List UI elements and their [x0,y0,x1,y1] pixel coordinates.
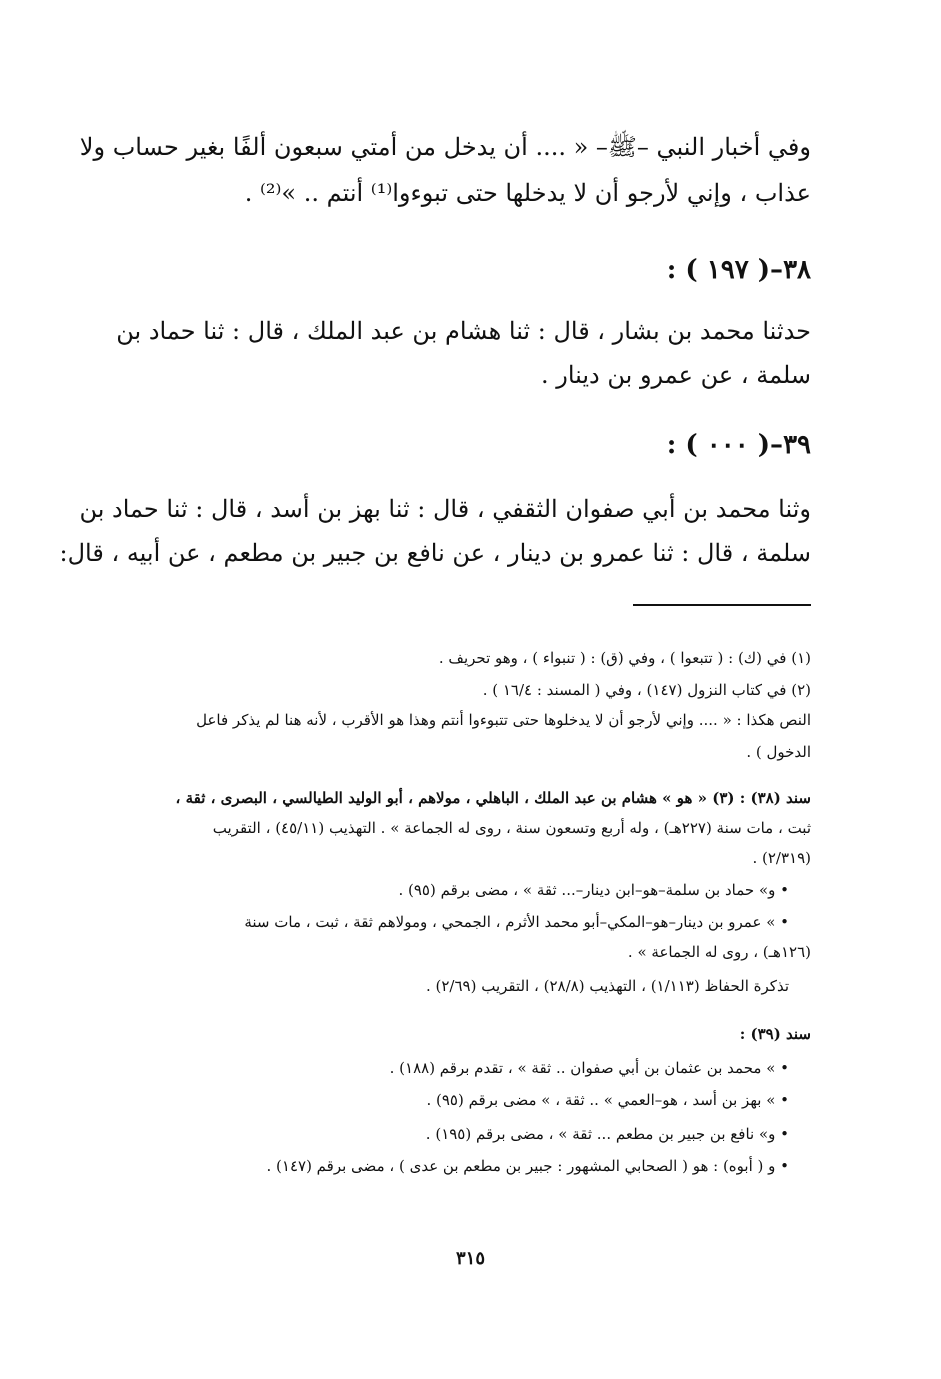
sanad-39-line4: • و ( أبوه) : هو ( الصحابي المشهور : جبير بن مطعم بن عدى ) ، مضى برقم (١٤٧) . [266,1157,789,1175]
footnote-1: (١) في (ك) : ( تتبعوا ) ، وفي (ق) : ( تنبواء ) ، وهو تحريف . [438,649,811,667]
footnote-separator [633,604,811,606]
para2-line2: سلمة ، عن عمرو بن دينار . [540,361,811,389]
para1-line2: عذاب ، وإني لأرجو أن لا يدخلها حتى تبوءوا⁽¹⁾ أنتم .. »⁽²⁾ . [244,179,811,207]
para1-line1: وفي أخبار النبي –ﷺ– « .... أن يدخل من أمتي سبعون ألفًا بغير حساب ولا [79,133,811,161]
sanad-38-line2: ثبت ، مات سنة (٢٢٧هـ) ، وله أربع وتسعون سنة ، روى له الجماعة » . التهذيب (٤٥/١١) ، التقريب [212,819,811,837]
hadith-39-heading: ٣٩–( ٠٠٠ ) : [666,430,811,460]
sanad-38-line4: • و» حماد بن سلمة–هو–ابن دينار–... ثقة » ، مضى برقم (٩٥) . [398,881,789,899]
sanad-38-line7: تذكرة الحفاظ (١/١١٣) ، التهذيب (٢٨/٨) ، التقريب (٢/٦٩) . [425,977,789,995]
sanad-38-line3: (٢/٣١٩) . [752,849,811,867]
footnote-2: (٢) في كتاب النزول (١٤٧) ، وفي ( المسند : ١٦/٤ ) . [482,681,811,699]
page-number: ٣١٥ [455,1248,485,1269]
sanad-38-line1: سند (٣٨) : (٣) « هو » هشام بن عبد الملك ، الباهلي ، مولاهم ، أبو الوليد الطيالسي ، البصرى ، ثقة ، [175,789,811,807]
hadith-38-heading: ٣٨–( ١٩٧ ) : [666,255,811,285]
para3-line1: وثنا محمد بن أبي صفوان الثقفي ، قال : ثنا بهز بن أسد ، قال : ثنا حماد بن [79,495,811,523]
footnote-2-text-end: الدخول ) . [746,743,811,761]
sanad-39-line1: • » محمد بن عثمان بن أبي صفوان .. ثقة » ، تقدم برقم (١٨٨) . [389,1059,789,1077]
sanad-38-line6: (١٢٦هـ) ، روى له الجماعة » . [627,943,811,961]
sanad-39-title: سند (٣٩) : [739,1025,811,1043]
footnote-2-text: النص هكذا : « .... وإني لأرجو أن لا يدخلوها حتى تتبوءوا أنتم وهذا هو الأقرب ، لأنه هنا لم يذكر فاعل [196,711,811,729]
sanad-38-line5: • » عمرو بن دينار–هو–المكي–أبو محمد الأثرم ، الجمحي ، ومولاهم ثقة ، ثبت ، مات سنة [244,913,789,931]
sanad-39-line2: • » بهز بن أسد ، هو–العمي » .. ثقة ، » مضى برقم (٩٥) . [426,1091,789,1109]
para3-line2: سلمة ، قال : ثنا عمرو بن دينار ، عن نافع بن جبير بن مطعم ، عن أبيه ، قال: [59,539,811,567]
para2-line1: حدثنا محمد بن بشار ، قال : ثنا هشام بن عبد الملك ، قال : ثنا حماد بن [116,317,811,345]
sanad-39-line3: • و» نافع بن جبير بن مطعم ... ثقة » ، مضى برقم (١٩٥) . [425,1125,789,1143]
